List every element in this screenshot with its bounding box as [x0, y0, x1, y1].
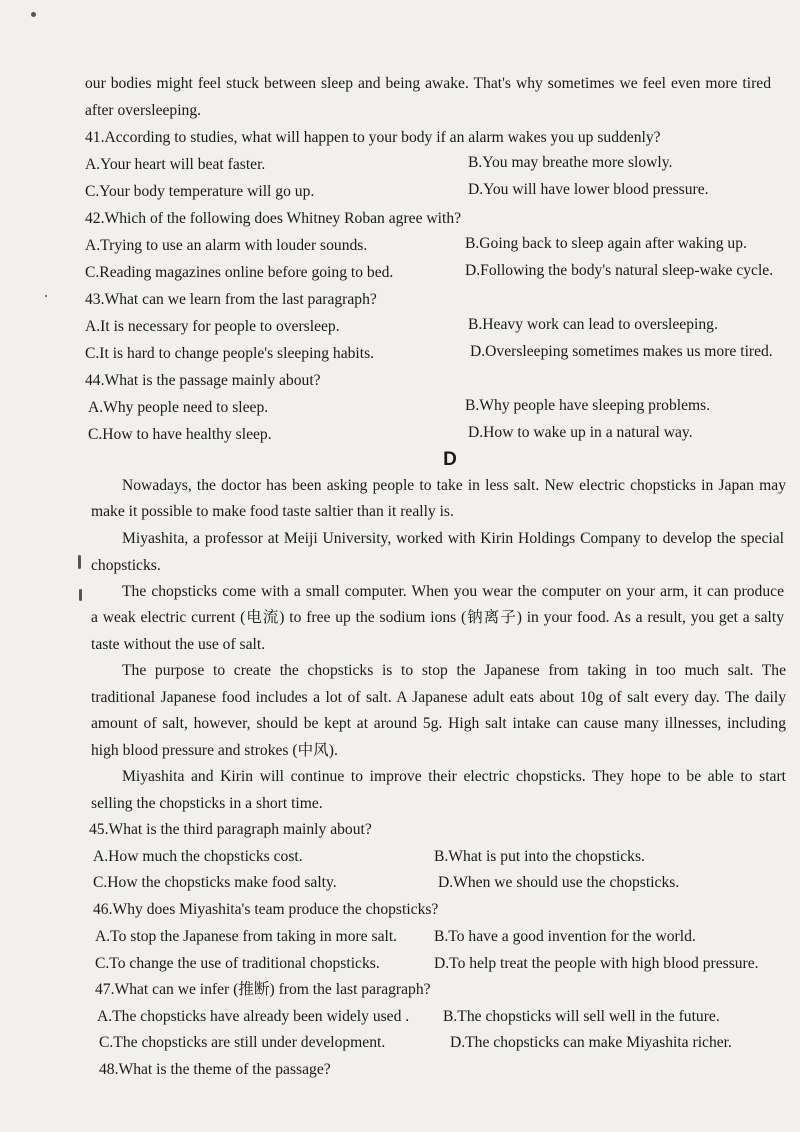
passage-line: Miyashita and Kirin will continue to improve their electric chopsticks. They hope to be able to start — [122, 768, 786, 785]
passage-line: our bodies might feel stuck between sleep and being awake. That's why sometimes we feel even more tired — [85, 75, 771, 92]
scan-speck — [31, 12, 36, 17]
option-b: B.Why people have sleeping problems. — [465, 397, 711, 414]
option-c: C.To change the use of traditional chopsticks. — [95, 955, 380, 972]
question-stem: 47.What can we infer (推断) from the last paragraph? — [95, 981, 431, 998]
option-a: A.How much the chopsticks cost. — [93, 848, 303, 865]
passage-line: selling the chopsticks in a short time. — [91, 795, 323, 812]
question-stem: 43.What can we learn from the last paragraph? — [85, 291, 377, 308]
option-c: C.It is hard to change people's sleeping habits. — [85, 345, 375, 362]
question-stem: 41.According to studies, what will happen to your body if an alarm wakes you up suddenly? — [85, 129, 661, 146]
option-b: B.Going back to sleep again after waking up. — [465, 235, 747, 252]
option-c: C.Your body temperature will go up. — [85, 183, 315, 200]
option-d: D.How to wake up in a natural way. — [468, 424, 693, 441]
question-stem: 45.What is the third paragraph mainly about? — [89, 821, 372, 838]
passage-line: The purpose to create the chopsticks is to stop the Japanese from taking in too much salt. The — [122, 662, 786, 679]
option-a: A.Trying to use an alarm with louder sounds. — [85, 237, 368, 254]
option-b: B.Heavy work can lead to oversleeping. — [468, 316, 718, 333]
passage-line: make it possible to make food taste saltier than it really is. — [91, 503, 454, 520]
option-d: D.The chopsticks can make Miyashita richer. — [450, 1034, 732, 1051]
passage-line: amount of salt, however, should be kept at around 5g. High salt intake can cause many illnesses, including — [91, 715, 786, 732]
option-d: D.Oversleeping sometimes makes us more tired. — [470, 343, 773, 360]
scan-speck — [78, 555, 81, 569]
question-stem: 44.What is the passage mainly about? — [85, 372, 321, 389]
question-stem: 42.Which of the following does Whitney Roban agree with? — [85, 210, 462, 227]
option-b: B.To have a good invention for the world. — [434, 928, 696, 945]
passage-line: chopsticks. — [91, 557, 161, 574]
option-b: B.The chopsticks will sell well in the future. — [443, 1008, 720, 1025]
option-c: C.How the chopsticks make food salty. — [93, 874, 337, 891]
option-c: C.Reading magazines online before going to bed. — [85, 264, 394, 281]
option-c: C.The chopsticks are still under development. — [99, 1034, 386, 1051]
option-a: A.Why people need to sleep. — [88, 399, 269, 416]
option-a: A.Your heart will beat faster. — [85, 156, 266, 173]
passage-line: after oversleeping. — [85, 102, 202, 119]
question-stem: 48.What is the theme of the passage? — [99, 1061, 331, 1078]
passage-line: high blood pressure and strokes (中风). — [91, 742, 338, 759]
option-a: A.The chopsticks have already been widely used . — [97, 1008, 410, 1025]
option-a: A.To stop the Japanese from taking in more salt. — [95, 928, 398, 945]
option-d: D.You will have lower blood pressure. — [468, 181, 709, 198]
passage-line: The chopsticks come with a small computer. When you wear the computer on your arm, it can produce — [122, 583, 784, 600]
passage-line: Miyashita, a professor at Meiji University, worked with Kirin Holdings Company to develop the special — [122, 530, 784, 547]
passage-line: taste without the use of salt. — [91, 636, 266, 653]
passage-line: Nowadays, the doctor has been asking people to take in less salt. New electric chopsticks in Japan may — [122, 477, 786, 494]
option-b: B.What is put into the chopsticks. — [434, 848, 645, 865]
option-a: A.It is necessary for people to oversleep. — [85, 318, 340, 335]
option-d: D.When we should use the chopsticks. — [438, 874, 680, 891]
scan-speck — [45, 295, 47, 297]
question-stem: 46.Why does Miyashita's team produce the chopsticks? — [93, 901, 439, 918]
option-b: B.You may breathe more slowly. — [468, 154, 673, 171]
option-c: C.How to have healthy sleep. — [88, 426, 272, 443]
passage-line: a weak electric current (电流) to free up the sodium ions (钠离子) in your food. As a result, you get a salty — [91, 609, 784, 626]
scan-speck — [79, 589, 82, 601]
passage-line: traditional Japanese food includes a lot of salt. A Japanese adult eats about 10g of salt every day. The daily — [91, 689, 786, 706]
option-d: D.Following the body's natural sleep-wake cycle. — [465, 262, 774, 279]
option-d: D.To help treat the people with high blood pressure. — [434, 955, 759, 972]
section-heading: D — [443, 449, 457, 470]
